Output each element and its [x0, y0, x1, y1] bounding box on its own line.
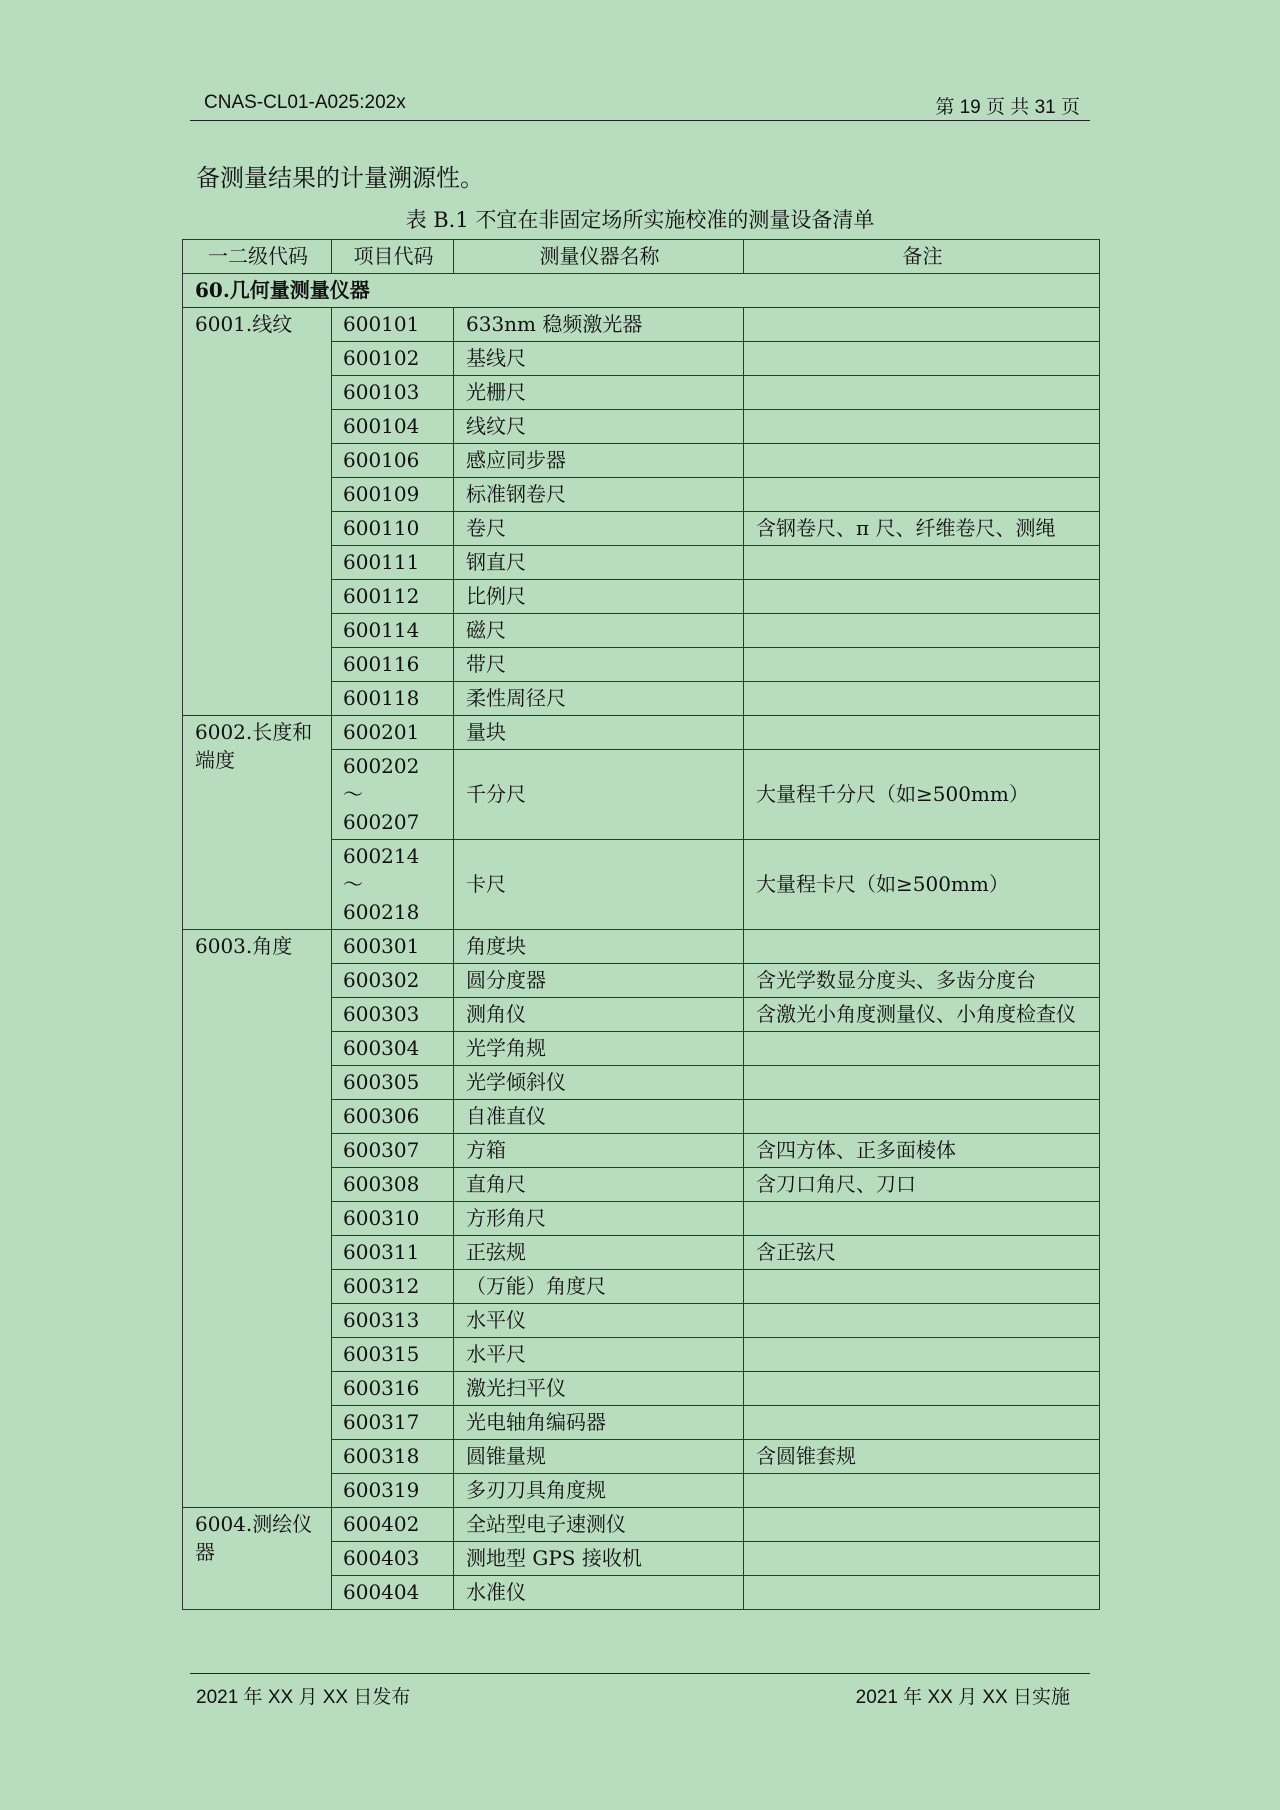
remark-cell: [744, 614, 1100, 648]
table-row: [183, 308, 1100, 342]
instrument-name-cell: 直角尺: [454, 1168, 744, 1202]
remark-cell: 含激光小角度测量仪、小角度检查仪: [744, 998, 1100, 1032]
remark-cell: [744, 1270, 1100, 1304]
item-code-cell: 600312: [332, 1270, 454, 1304]
instrument-name-cell: 柔性周径尺: [454, 682, 744, 716]
document-code: CNAS-CL01-A025:202x: [204, 92, 406, 113]
instrument-name-cell: 光学角规: [454, 1032, 744, 1066]
table-caption: 表 B.1 不宜在非固定场所实施校准的测量设备清单: [405, 208, 875, 232]
remark-cell: [744, 1372, 1100, 1406]
column-header: 备注: [744, 240, 1100, 274]
group-code-cell: 6003.角度: [183, 930, 332, 1508]
item-code-cell: 600306: [332, 1100, 454, 1134]
instrument-name-cell: 卡尺: [454, 840, 744, 930]
remark-cell: [744, 444, 1100, 478]
item-code-cell: 600317: [332, 1406, 454, 1440]
issue-date: 2021 年 XX 月 XX 日发布: [196, 1687, 411, 1708]
remark-cell: 含钢卷尺、π 尺、纤维卷尺、测绳: [744, 512, 1100, 546]
remark-cell: [744, 1542, 1100, 1576]
instrument-name-cell: 自准直仪: [454, 1100, 744, 1134]
item-code-cell: 600404: [332, 1576, 454, 1610]
item-code-cell: 600116: [332, 648, 454, 682]
page-number: 第 19 页 共 31 页: [935, 97, 1080, 118]
remark-cell: 含光学数显分度头、多齿分度台: [744, 964, 1100, 998]
item-code-cell: 600114: [332, 614, 454, 648]
item-code-cell: 600308: [332, 1168, 454, 1202]
item-code-cell: 600313: [332, 1304, 454, 1338]
item-code-cell: 600310: [332, 1202, 454, 1236]
column-header: 测量仪器名称: [454, 240, 744, 274]
page-footer: [190, 1673, 1090, 1714]
table-header-row: [183, 240, 1100, 274]
instrument-name-cell: 测角仪: [454, 998, 744, 1032]
item-code-cell: 600214 ～ 600218: [332, 840, 454, 930]
remark-cell: [744, 716, 1100, 750]
instrument-name-cell: 水准仪: [454, 1576, 744, 1610]
instrument-name-cell: 水平仪: [454, 1304, 744, 1338]
item-code-cell: 600307: [332, 1134, 454, 1168]
remark-cell: [744, 930, 1100, 964]
remark-cell: [744, 546, 1100, 580]
instrument-name-cell: 量块: [454, 716, 744, 750]
remark-cell: [744, 1474, 1100, 1508]
item-code-cell: 600301: [332, 930, 454, 964]
remark-cell: [744, 648, 1100, 682]
item-code-cell: 600104: [332, 410, 454, 444]
remark-cell: [744, 410, 1100, 444]
item-code-cell: 600316: [332, 1372, 454, 1406]
remark-cell: 大量程卡尺（如≥500mm）: [744, 840, 1100, 930]
item-code-cell: 600109: [332, 478, 454, 512]
instrument-name-cell: 正弦规: [454, 1236, 744, 1270]
instrument-name-cell: 角度块: [454, 930, 744, 964]
column-header: 项目代码: [332, 240, 454, 274]
instrument-name-cell: （万能）角度尺: [454, 1270, 744, 1304]
instrument-name-cell: 圆分度器: [454, 964, 744, 998]
remark-cell: [744, 1202, 1100, 1236]
instrument-name-cell: 比例尺: [454, 580, 744, 614]
item-code-cell: 600103: [332, 376, 454, 410]
instrument-name-cell: 感应同步器: [454, 444, 744, 478]
remark-cell: [744, 1508, 1100, 1542]
group-code-cell: 6004.测绘仪器: [183, 1508, 332, 1610]
column-header: 一二级代码: [183, 240, 332, 274]
section-title: 60.几何量测量仪器: [183, 274, 1100, 308]
remark-cell: 含正弦尺: [744, 1236, 1100, 1270]
section-row: [183, 274, 1100, 308]
remark-cell: [744, 478, 1100, 512]
item-code-cell: 600311: [332, 1236, 454, 1270]
table-row: [183, 1508, 1100, 1542]
item-code-cell: 600403: [332, 1542, 454, 1576]
instrument-name-cell: 水平尺: [454, 1338, 744, 1372]
implementation-date: 2021 年 XX 月 XX 日实施: [855, 1687, 1070, 1708]
item-code-cell: 600110: [332, 512, 454, 546]
remark-cell: 大量程千分尺（如≥500mm）: [744, 750, 1100, 840]
instrument-name-cell: 光栅尺: [454, 376, 744, 410]
remark-cell: [744, 1338, 1100, 1372]
item-code-cell: 600304: [332, 1032, 454, 1066]
equipment-table: [182, 239, 1100, 1610]
item-code-cell: 600305: [332, 1066, 454, 1100]
item-code-cell: 600202 ～ 600207: [332, 750, 454, 840]
instrument-name-cell: 卷尺: [454, 512, 744, 546]
item-code-cell: 600102: [332, 342, 454, 376]
instrument-name-cell: 基线尺: [454, 342, 744, 376]
item-code-cell: 600101: [332, 308, 454, 342]
instrument-name-cell: 测地型 GPS 接收机: [454, 1542, 744, 1576]
item-code-cell: 600302: [332, 964, 454, 998]
remark-cell: [744, 376, 1100, 410]
item-code-cell: 600112: [332, 580, 454, 614]
remark-cell: [744, 308, 1100, 342]
instrument-name-cell: 磁尺: [454, 614, 744, 648]
remark-cell: [744, 1032, 1100, 1066]
remark-cell: [744, 1304, 1100, 1338]
item-code-cell: 600318: [332, 1440, 454, 1474]
remark-cell: [744, 580, 1100, 614]
remark-cell: [744, 1406, 1100, 1440]
instrument-name-cell: 633nm 稳频激光器: [454, 308, 744, 342]
intro-text: 备测量结果的计量溯源性。: [196, 164, 484, 192]
instrument-name-cell: 线纹尺: [454, 410, 744, 444]
item-code-cell: 600118: [332, 682, 454, 716]
remark-cell: [744, 1066, 1100, 1100]
item-code-cell: 600402: [332, 1508, 454, 1542]
item-code-cell: 600319: [332, 1474, 454, 1508]
instrument-name-cell: 激光扫平仪: [454, 1372, 744, 1406]
instrument-name-cell: 光电轴角编码器: [454, 1406, 744, 1440]
item-code-cell: 600315: [332, 1338, 454, 1372]
instrument-name-cell: 带尺: [454, 648, 744, 682]
group-code-cell: 6002.长度和端度: [183, 716, 332, 930]
instrument-name-cell: 方形角尺: [454, 1202, 744, 1236]
remark-cell: 含圆锥套规: [744, 1440, 1100, 1474]
remark-cell: [744, 1576, 1100, 1610]
group-code-cell: 6001.线纹: [183, 308, 332, 716]
instrument-name-cell: 多刃刀具角度规: [454, 1474, 744, 1508]
remark-cell: 含刀口角尺、刀口: [744, 1168, 1100, 1202]
instrument-name-cell: 钢直尺: [454, 546, 744, 580]
table-row: [183, 716, 1100, 750]
remark-cell: [744, 682, 1100, 716]
item-code-cell: 600106: [332, 444, 454, 478]
item-code-cell: 600111: [332, 546, 454, 580]
instrument-name-cell: 全站型电子速测仪: [454, 1508, 744, 1542]
instrument-name-cell: 圆锥量规: [454, 1440, 744, 1474]
remark-cell: [744, 1100, 1100, 1134]
remark-cell: [744, 342, 1100, 376]
page-header: [190, 88, 1090, 121]
instrument-name-cell: 光学倾斜仪: [454, 1066, 744, 1100]
instrument-name-cell: 标准钢卷尺: [454, 478, 744, 512]
instrument-name-cell: 方箱: [454, 1134, 744, 1168]
item-code-cell: 600201: [332, 716, 454, 750]
remark-cell: 含四方体、正多面棱体: [744, 1134, 1100, 1168]
table-row: [183, 930, 1100, 964]
item-code-cell: 600303: [332, 998, 454, 1032]
instrument-name-cell: 千分尺: [454, 750, 744, 840]
